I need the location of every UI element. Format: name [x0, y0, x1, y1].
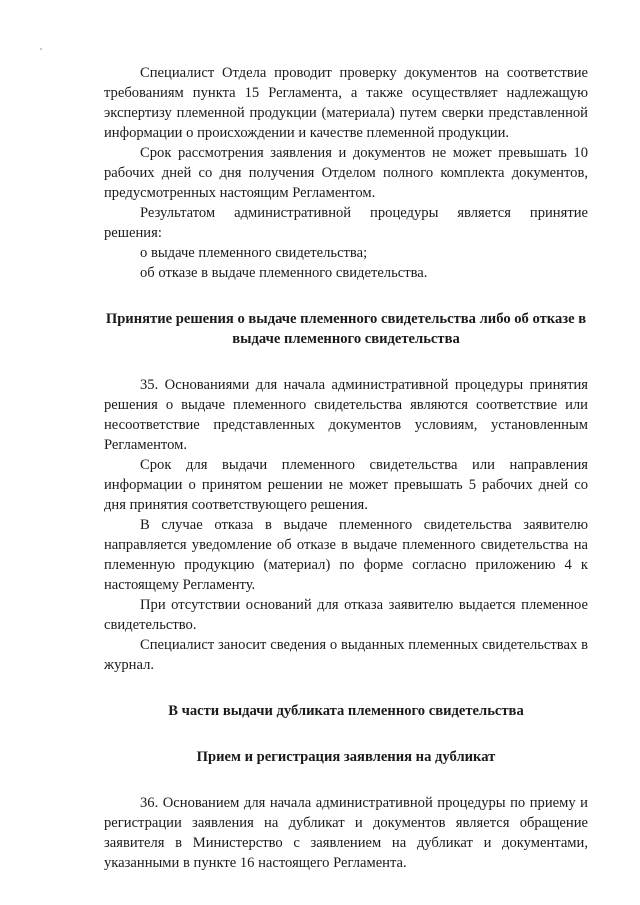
paragraph-issue-term: Срок для выдачи племенного свидетельства или направления информации о принятом решении не может превышать 5 рабочих дней со дня принятия соответствующего решения.: [104, 457, 588, 513]
paragraph-refusal-notice: В случае отказа в выдаче племенного свидетельства заявителю направляется уведомление об отказе в выдаче племенного свидетельства на племенную продукцию (материал) по форме согласно приложению 4 к настоящему Регламенту.: [104, 517, 588, 593]
section-heading-duplicate: В части выдачи дубликата племенного свидетельства: [168, 703, 524, 719]
paragraph-document-check: Специалист Отдела проводит проверку документов на соответствие требованиям пункта 15 Регламента, а также осуществляет надлежащую экспертизу племенной продукции (материала) путем сверки представленной информации о происхождении и качестве племенной продукции.: [104, 65, 588, 141]
paragraph-procedure-result: Результатом административной процедуры является принятие решения:: [104, 205, 588, 241]
document-body: [104, 63, 588, 873]
scan-speck: [40, 48, 42, 50]
paragraph-certificate-issued: При отсутствии оснований для отказа заявителю выдается племенное свидетельство.: [104, 597, 588, 633]
paragraph-review-term: Срок рассмотрения заявления и документов не может превышать 10 рабочих дней со дня получения Отделом полного комплекта документов, предусмотренных настоящим Регламентом.: [104, 145, 588, 201]
paragraph-journal-entry: Специалист заносит сведения о выданных племенных свидетельствах в журнал.: [104, 637, 588, 673]
list-item-refusal: об отказе в выдаче племенного свидетельства.: [140, 265, 428, 281]
paragraph-35-grounds: 35. Основаниями для начала административной процедуры принятия решения о выдаче племенного свидетельства являются соответствие или несоответствие представленных документов условиям, установленным Регламентом.: [104, 377, 588, 453]
paragraph-36-grounds: 36. Основанием для начала административной процедуры по приему и регистрации заявления на дубликат и документов является обращение заявителя в Министерство с заявлением на дубликат и документами, указанными в пункте 16 настоящего Регламента.: [104, 795, 588, 871]
list-item-issue: о выдаче племенного свидетельства;: [140, 245, 368, 261]
subsection-heading-duplicate-registration: Прием и регистрация заявления на дубликат: [196, 749, 496, 765]
section-heading-decision: Принятие решения о выдаче племенного свидетельства либо об отказе в выдаче племенного свидетельства: [105, 311, 587, 347]
